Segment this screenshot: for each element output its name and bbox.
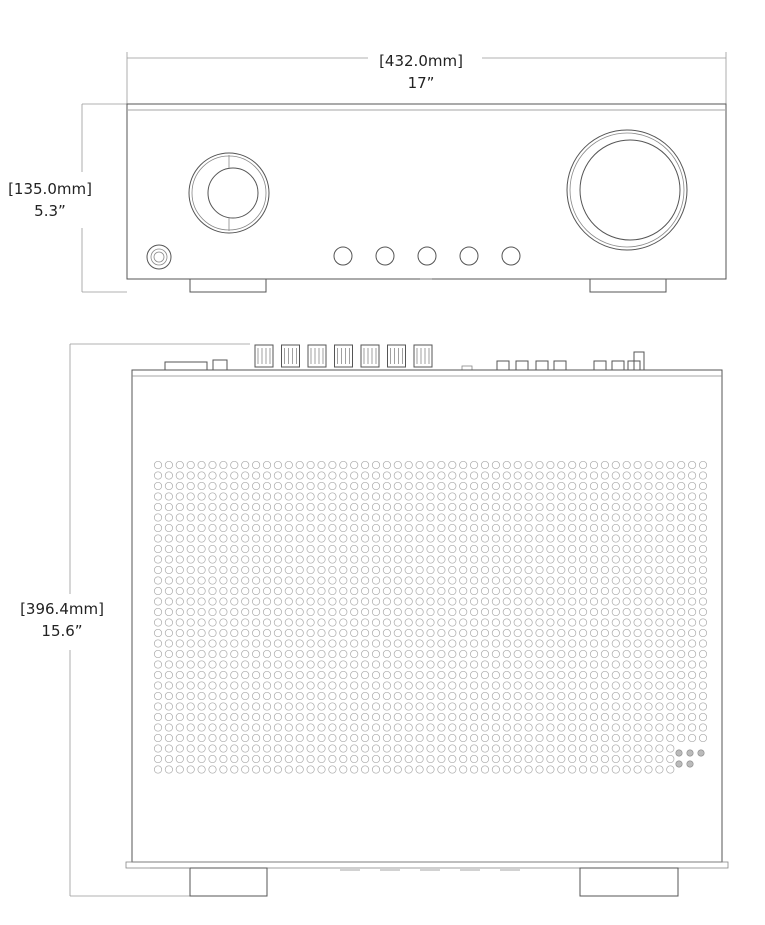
rear-jack-4 bbox=[554, 361, 566, 370]
front-button-3 bbox=[418, 247, 436, 265]
rear-switch bbox=[213, 360, 227, 370]
height-mm-label: [135.0mm] bbox=[8, 180, 92, 198]
rear-jack-6 bbox=[612, 361, 624, 370]
top-chassis bbox=[132, 370, 722, 862]
rear-jack-3 bbox=[536, 361, 548, 370]
width-mm-label: [432.0mm] bbox=[379, 52, 463, 70]
front-foot-right bbox=[590, 279, 666, 292]
depth-mm-label: [396.4mm] bbox=[20, 600, 104, 618]
rear-jack-5 bbox=[594, 361, 606, 370]
logo-dots bbox=[676, 750, 704, 767]
front-foot-left bbox=[190, 279, 266, 292]
depth-in-label: 15.6” bbox=[41, 622, 83, 640]
rear-jack-1 bbox=[497, 361, 509, 370]
width-in-label: 17” bbox=[407, 74, 435, 92]
front-view bbox=[8, 52, 726, 292]
front-buttons bbox=[334, 247, 520, 265]
front-button-5 bbox=[502, 247, 520, 265]
front-button-4 bbox=[460, 247, 478, 265]
top-view bbox=[20, 344, 728, 896]
height-dimension bbox=[8, 104, 127, 292]
front-button-2 bbox=[376, 247, 394, 265]
volume-knob bbox=[567, 130, 687, 250]
power-button bbox=[147, 245, 171, 269]
input-selector-knob bbox=[189, 153, 269, 233]
rear-tab bbox=[462, 366, 472, 370]
rear-connectors bbox=[165, 345, 644, 370]
width-dimension bbox=[127, 52, 726, 104]
rear-jack-2 bbox=[516, 361, 528, 370]
top-foot-right bbox=[580, 868, 678, 896]
power-inlet bbox=[165, 362, 207, 370]
top-foot-left bbox=[190, 868, 267, 896]
ventilation-grille bbox=[154, 461, 706, 773]
height-in-label: 5.3” bbox=[34, 202, 66, 220]
front-button-1 bbox=[334, 247, 352, 265]
